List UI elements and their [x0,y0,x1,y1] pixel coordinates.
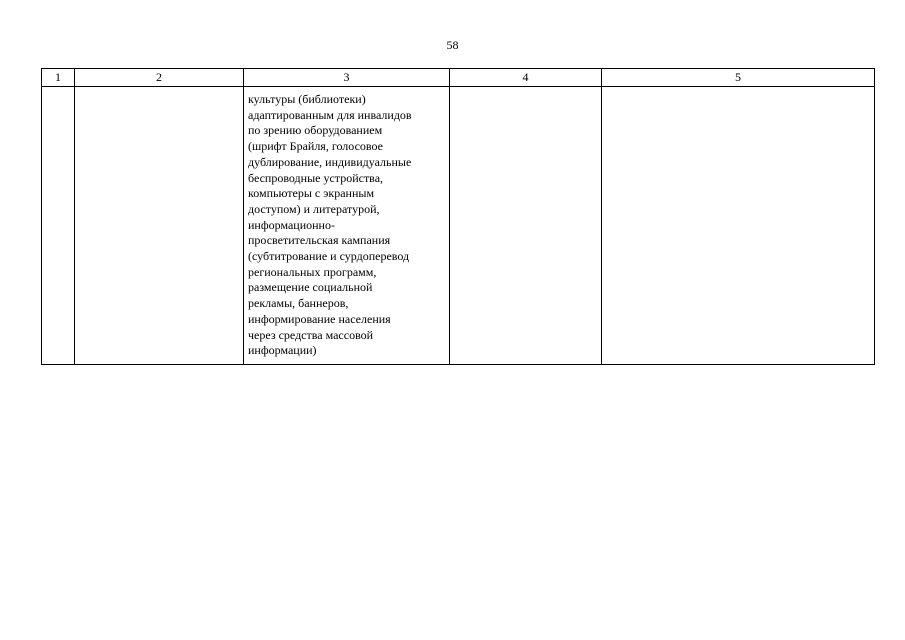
column-header-4: 4 [450,69,602,87]
cell-col-4 [450,87,602,365]
table-header-row [42,69,875,87]
column-header-2: 2 [75,69,244,87]
table-row [42,87,875,365]
cell-col-5 [602,87,875,365]
cell-col-2 [75,87,244,365]
column-header-5: 5 [602,69,875,87]
column-header-3: 3 [244,69,450,87]
column-header-1: 1 [42,69,75,87]
cell-col-1 [42,87,75,365]
document-table [41,68,875,365]
page-number: 58 [446,38,459,52]
cell-col-3: культуры (библиотеки) адаптированным для инвалидов по зрению оборудованием (шрифт Брайля, голосовое дублирование, индивидуальные беспроводные устройства, компьютеры с экранным доступом) и литературой, информационно- просветительская кампания (субтитрование и сурдоперевод региональных программ, размещение социальной рекламы, баннеров, информирование населения через средства массовой информации) [244,87,450,365]
